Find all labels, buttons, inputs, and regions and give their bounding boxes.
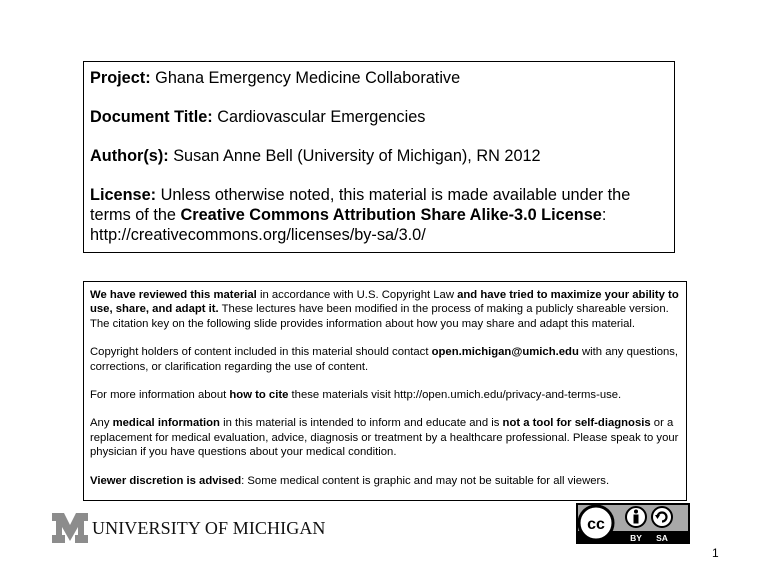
copyright-contact-paragraph [90,345,680,374]
document-title-label: Document Title: [90,108,213,126]
discretion-bold: Viewer discretion is advised [90,474,242,487]
medical-bold-1: medical information [112,417,220,430]
sa-label: SA [656,533,668,543]
citation-text-2: these materials visit http://open.umich.edu/privacy-and-terms-use. [288,389,622,402]
review-bold-1: We have reviewed this material [90,289,257,301]
medical-disclaimer-paragraph [90,416,680,459]
project-value: Ghana Emergency Medicine Collaborative [150,69,461,87]
review-text-1: in accordance with U.S. Copyright Law [256,289,458,301]
cc-label: cc [587,516,605,533]
contact-text-1: Copyright holders of content included in this material should contact [90,346,432,359]
medical-text-3: or a replacement for medical evaluation, advice, diagnosis or treatment by a healthcare professional. Please speak to your physician if you have questions about your medical condition. [90,417,679,459]
medical-text-1: Any [90,417,113,430]
document-title-value: Cardiovascular Emergencies [212,108,426,126]
review-text-2: These lectures have been modified in the process of making a publicly shareable version. The citation key on the following slide provides information about how you may share and adapt this material. [90,303,669,330]
cc-by-sa-license-badge[interactable] [576,503,690,544]
discretion-text: : Some medical content is graphic and may not be suitable for all viewers. [241,474,610,487]
license-name: Creative Commons Attribution Share Alike-3.0 License [180,206,602,224]
citation-paragraph [90,388,680,402]
license-colon: : [601,206,607,224]
review-paragraph [90,288,680,331]
block-m-icon [52,513,88,543]
license-label: License: [90,186,157,204]
contact-text-2: with any questions, corrections, or clarification regarding the use of content. [90,346,679,373]
license-url: http://creativecommons.org/licenses/by-sa/3.0/ [90,226,426,244]
viewer-discretion-paragraph [90,474,680,488]
medical-bold-2: not a tool for self-diagnosis [502,417,651,430]
review-bold-2: and have tried to maximize your ability to use, share, and adapt it. [90,289,679,316]
license-text: Unless otherwise noted, this material is made available under the terms of the [90,186,631,224]
authors-label: Author(s): [90,147,169,165]
medical-text-2: in this material is intended to inform and educate and is [219,417,503,430]
copyright-notice-box [83,281,687,501]
license-info-box [83,61,675,253]
citation-text-1: For more information about [90,389,230,402]
authors-line [90,146,668,166]
authors-value: Susan Anne Bell (University of Michigan), RN 2012 [168,147,541,165]
license-paragraph [90,185,668,245]
university-of-michigan-logo [52,513,326,543]
by-label: BY [630,533,642,543]
citation-bold: how to cite [229,389,289,402]
project-label: Project: [90,69,151,87]
page-number: 1 [712,546,719,560]
project-line [90,68,668,88]
university-name: UNIVERSITY OF MICHIGAN [92,517,326,538]
contact-email: open.michigan@umich.edu [431,346,579,359]
document-title-line [90,107,668,127]
